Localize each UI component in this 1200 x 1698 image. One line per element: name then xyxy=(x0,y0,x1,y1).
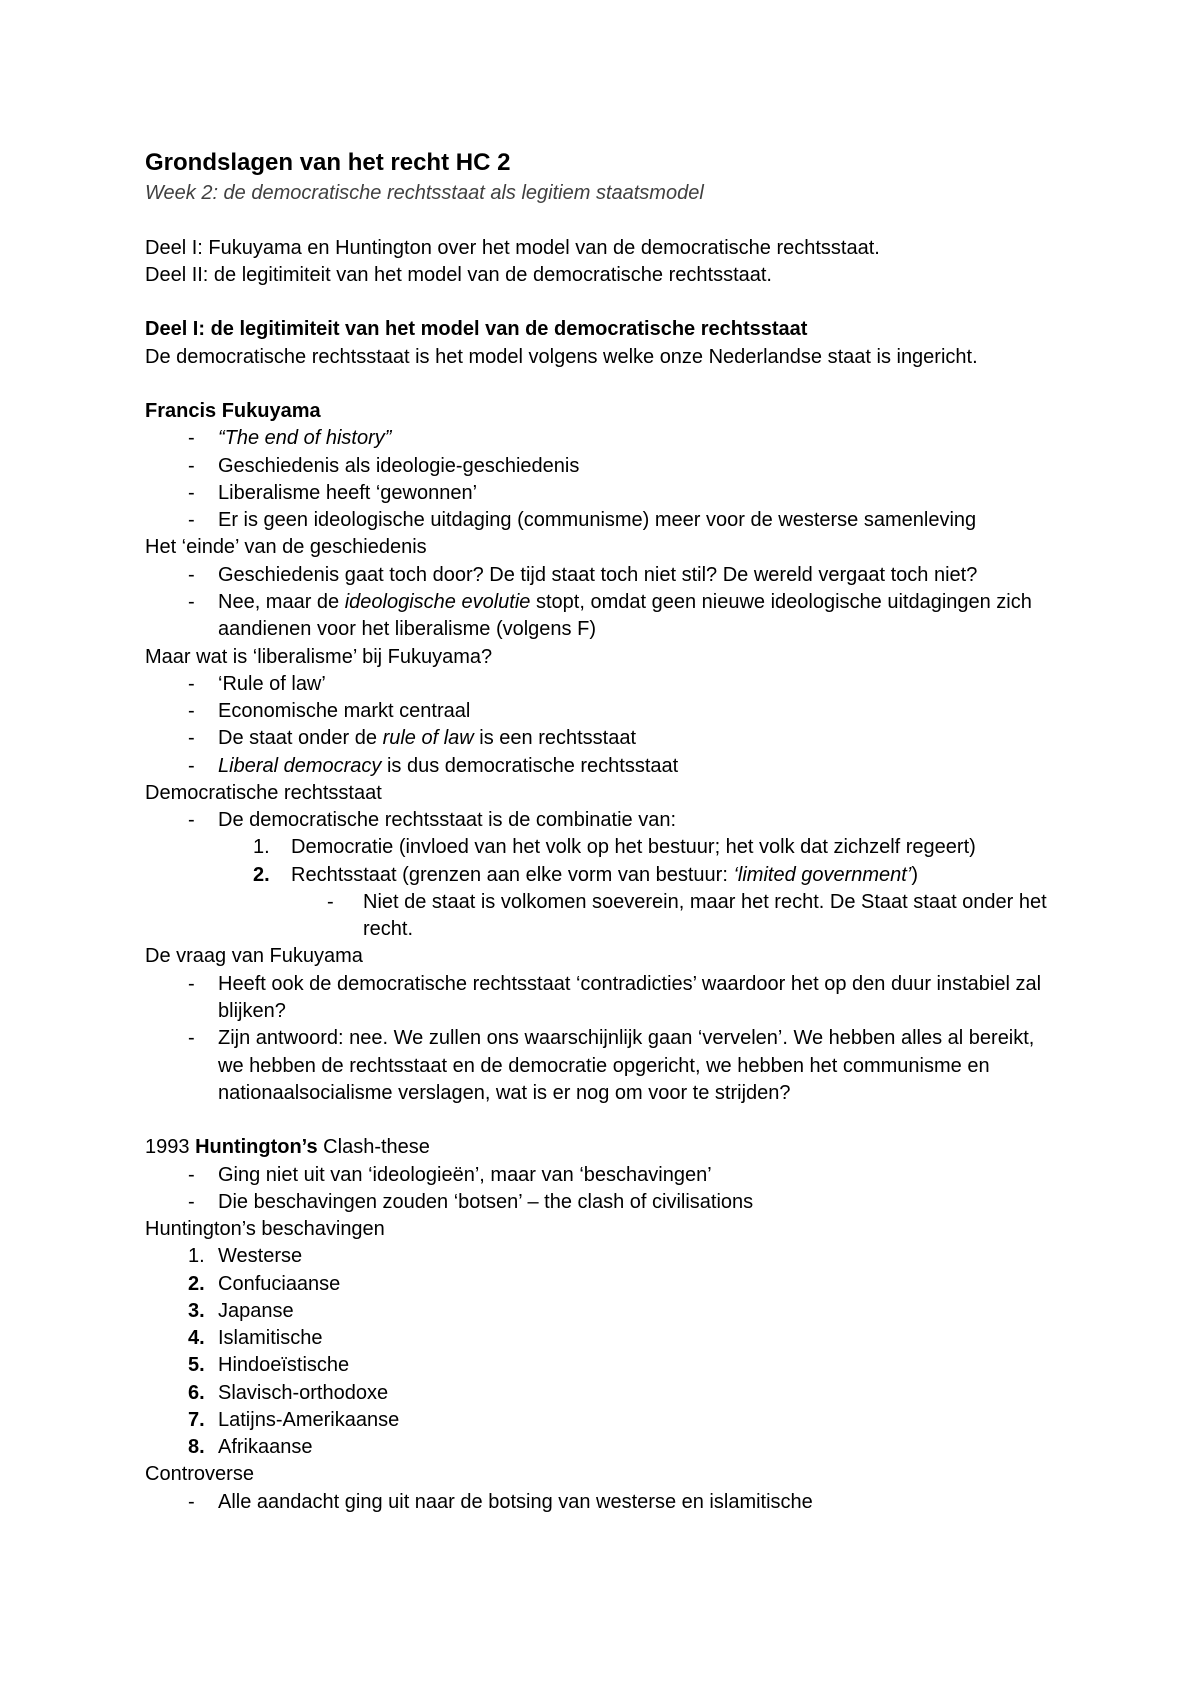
outline-item: Deel II: de legitimiteit van het model van de democratische rechtsstaat. xyxy=(145,263,772,286)
document-subtitle: Week 2: de democratische rechtsstaat als legitiem staatsmodel xyxy=(145,182,704,204)
blank-line xyxy=(145,1107,1155,1134)
bullet-item xyxy=(145,698,1155,725)
bullet-marker: - xyxy=(188,481,195,504)
list-number: 2. xyxy=(253,863,270,886)
bullet-item xyxy=(145,453,1155,480)
blank-line xyxy=(145,371,1155,398)
continuation-line: aandienen voor het liberalisme (volgens F) xyxy=(218,618,596,641)
bullet-text: De democratische rechtsstaat is de combinatie van: xyxy=(218,809,676,832)
bullet-item xyxy=(145,1489,1155,1516)
emphasis-text: Liberal democracy xyxy=(218,754,382,777)
item-text: Afrikaanse xyxy=(218,1436,313,1459)
document-body xyxy=(145,146,1155,1516)
bullet-marker: - xyxy=(188,563,195,586)
list-number: 1. xyxy=(188,1245,205,1268)
section-heading: Deel I: de legitimiteit van het model van de democratische rechtsstaat xyxy=(145,318,808,341)
bullet-marker: - xyxy=(188,1190,195,1213)
numbered-item xyxy=(145,1380,1155,1407)
bullet-item xyxy=(145,589,1155,616)
emphasis-text: rule of law xyxy=(382,727,474,750)
bullet-item xyxy=(145,480,1155,507)
bullet-marker: - xyxy=(188,700,195,723)
item-text: Japanse xyxy=(218,1299,294,1322)
item-text: Hindoeïstische xyxy=(218,1354,350,1377)
topic-heading: Het ‘einde’ van de geschiedenis xyxy=(145,536,427,559)
quote-text: “The end of history” xyxy=(218,427,392,450)
bullet-item xyxy=(145,671,1155,698)
outline-item: Deel I: Fukuyama en Huntington over het model van de democratische rechtsstaat. xyxy=(145,236,880,259)
bullet-marker: - xyxy=(188,1027,195,1050)
item-text: Democratie (invloed van het volk op het bestuur; het volk dat zichzelf regeert) xyxy=(291,836,976,859)
list-number: 5. xyxy=(188,1354,205,1377)
bullet-text: Economische markt centraal xyxy=(218,700,471,723)
bullet-text: is dus democratische rechtsstaat xyxy=(381,754,679,777)
continuation-line: blijken? xyxy=(218,999,286,1022)
bullet-marker: - xyxy=(188,754,195,777)
item-text: Latijns-Amerikaanse xyxy=(218,1408,400,1431)
bullet-text: Liberalisme heeft ‘gewonnen’ xyxy=(218,481,478,504)
bullet-item xyxy=(145,725,1155,752)
bullet-text: Er is geen ideologische uitdaging (communisme) meer voor de westerse samenleving xyxy=(218,509,977,532)
list-number: 1. xyxy=(253,836,270,859)
bullet-marker: - xyxy=(188,590,195,613)
topic-heading: Democratische rechtsstaat xyxy=(145,781,382,804)
bullet-marker: - xyxy=(188,672,195,695)
subsection-heading xyxy=(145,1134,1155,1161)
bullet-marker: - xyxy=(188,809,195,832)
bullet-item xyxy=(145,753,1155,780)
heading-rest: Clash-these xyxy=(317,1136,430,1159)
heading-year: 1993 xyxy=(145,1136,196,1159)
bullet-text: Niet de staat is volkomen soeverein, maar het recht. De Staat staat onder het xyxy=(363,890,1047,913)
item-text: Westerse xyxy=(218,1245,303,1268)
bullet-item xyxy=(145,1189,1155,1216)
list-number: 6. xyxy=(188,1381,205,1404)
bullet-text: Heeft ook de democratische rechtsstaat ‘contradicties’ waardoor het op den duur instabiel zal xyxy=(218,972,1042,995)
numbered-item xyxy=(145,1434,1155,1461)
item-text: Slavisch-orthodoxe xyxy=(218,1381,389,1404)
bullet-item xyxy=(145,971,1155,998)
bullet-marker: - xyxy=(188,427,195,450)
bullet-item xyxy=(145,507,1155,534)
item-text: Islamitische xyxy=(218,1327,323,1350)
heading-name: Huntington’s xyxy=(195,1136,318,1159)
list-number: 7. xyxy=(188,1408,205,1431)
bullet-marker: - xyxy=(188,727,195,750)
document-title: Grondslagen van het recht HC 2 xyxy=(145,149,511,176)
continuation-line: recht. xyxy=(363,918,414,941)
bullet-text: Nee, maar de xyxy=(218,590,345,613)
bullet-text: Ging niet uit van ‘ideologieën’, maar van ‘beschavingen’ xyxy=(218,1163,712,1186)
bullet-item xyxy=(145,562,1155,589)
bullet-marker: - xyxy=(188,454,195,477)
topic-heading: Controverse xyxy=(145,1463,254,1486)
item-text: ) xyxy=(911,863,918,886)
list-number: 4. xyxy=(188,1327,205,1350)
numbered-item xyxy=(145,1243,1155,1270)
emphasis-text: ‘limited government’ xyxy=(733,863,912,886)
subsection-heading: Francis Fukuyama xyxy=(145,400,321,423)
emphasis-text: ideologische evolutie xyxy=(344,590,531,613)
bullet-text: Geschiedenis als ideologie-geschiedenis xyxy=(218,454,580,477)
item-text: Rechtsstaat (grenzen aan elke vorm van bestuur: xyxy=(291,863,734,886)
bullet-text: stopt, omdat geen nieuwe ideologische uitdagingen zich xyxy=(530,590,1032,613)
continuation-line: nationaalsocialisme verslagen, wat is er nog om voor te strijden? xyxy=(218,1081,791,1104)
numbered-item xyxy=(145,1407,1155,1434)
bullet-text: Geschiedenis gaat toch door? De tijd staat toch niet stil? De wereld vergaat toch niet? xyxy=(218,563,978,586)
list-number: 8. xyxy=(188,1436,205,1459)
bullet-text: De staat onder de xyxy=(218,727,383,750)
bullet-item xyxy=(145,1162,1155,1189)
sub-bullet-item xyxy=(145,889,1155,916)
bullet-item xyxy=(145,1025,1155,1052)
bullet-item xyxy=(145,807,1155,834)
section-intro: De democratische rechtsstaat is het model volgens welke onze Nederlandse staat is ingericht. xyxy=(145,345,978,368)
bullet-text: Die beschavingen zouden ‘botsen’ – the clash of civilisations xyxy=(218,1190,754,1213)
blank-line xyxy=(145,207,1155,234)
bullet-text: Alle aandacht ging uit naar de botsing van westerse en islamitische xyxy=(218,1490,813,1513)
bullet-item xyxy=(145,425,1155,452)
blank-line xyxy=(145,289,1155,316)
numbered-item xyxy=(145,834,1155,861)
list-number: 3. xyxy=(188,1299,205,1322)
continuation-line: we hebben de rechtsstaat en de democratie opgericht, we hebben het communisme en xyxy=(218,1054,990,1077)
bullet-marker: - xyxy=(188,1163,195,1186)
bullet-text: is een rechtsstaat xyxy=(473,727,637,750)
list-number: 2. xyxy=(188,1272,205,1295)
bullet-marker: - xyxy=(188,972,195,995)
numbered-item xyxy=(145,1271,1155,1298)
topic-heading: Maar wat is ‘liberalisme’ bij Fukuyama? xyxy=(145,645,493,668)
numbered-item xyxy=(145,1352,1155,1379)
bullet-marker: - xyxy=(188,1490,195,1513)
bullet-text: Zijn antwoord: nee. We zullen ons waarschijnlijk gaan ‘vervelen’. We hebben alles al bereikt, xyxy=(218,1027,1035,1050)
topic-heading: De vraag van Fukuyama xyxy=(145,945,363,968)
numbered-item xyxy=(145,862,1155,889)
bullet-text: ‘Rule of law’ xyxy=(218,672,326,695)
bullet-marker: - xyxy=(188,509,195,532)
numbered-item xyxy=(145,1325,1155,1352)
topic-heading: Huntington’s beschavingen xyxy=(145,1218,385,1241)
item-text: Confuciaanse xyxy=(218,1272,341,1295)
numbered-item xyxy=(145,1298,1155,1325)
bullet-marker: - xyxy=(327,890,334,913)
